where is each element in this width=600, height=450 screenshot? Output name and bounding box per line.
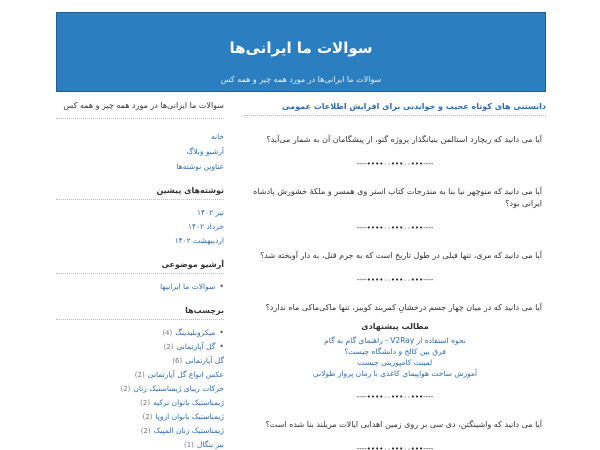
separator: ----••••٠٠•••٠٠•••---- [356,393,434,401]
recommended-link[interactable]: نحوه استفاده از V2Ray - راهنمای گام به گام [324,336,466,345]
blog-description: سوالات ما ایرانی‌ها در مورد همه چیز و همه کس [220,75,382,84]
sidebar-description: سوالات ما ایرانی‌ها در مورد همه چیز و همه کس [56,100,224,119]
sidebar-link-titles[interactable]: عناوین نوشته‌ها [176,162,224,171]
separator: ----••••٠٠•••٠٠•••---- [356,445,434,450]
tag-count: (2) [163,343,174,351]
tag-item [56,438,224,450]
post-paragraph: آیا می دانید که مری، تنها فیلی در طول تاریخ است که به جرم قتل، به دار آویخته شد؟ [260,251,542,260]
tag-count: (2) [140,427,151,435]
tag-count: (6) [172,357,183,365]
tag-item [56,396,224,410]
post-paragraph: آیا می دانید که منوچهر نیا بنا به مندرجات کتاب استر وی همسر و ملکهٔ خشورش پادشاه ایرانی بود؟ [253,187,542,208]
tags-title: برچسب‌ها [56,306,224,320]
post-paragraph: آیا می دانید که در میان چهار جسم درخشانِ کمربند کوییر، تنها ماکی‌ماکی ماه ندارد؟ [265,303,542,312]
tag-count: (2) [134,371,145,379]
tag-link[interactable]: گل آپارتمانی [176,342,216,351]
tag-link[interactable]: حرکات زیبای ژیمناستیک زنان [133,384,224,393]
tag-count: (2) [120,385,131,393]
tag-count: (2) [140,399,151,407]
tag-link[interactable]: گل آپارتمانی [185,356,224,365]
main-content [244,96,546,450]
recent-list [56,206,224,248]
tag-item [56,340,224,354]
blog-title[interactable]: سوالات ما ایرانی‌ها [229,39,373,57]
topic-archive-title: آرشیو موضوعی [56,260,224,274]
archive-month-link[interactable]: تیر ۱۴۰۲ [197,208,224,217]
recommended-title: مطالب پیشنهادی [361,322,429,331]
blog-header [56,12,546,92]
tag-link[interactable]: ژیمناستیک بانوان ترکیه [153,398,224,407]
tags-list [56,326,224,450]
post-paragraph: آیا می دانید که ریچارد استالمن بنیانگذار پروژه گنو، از پیشگامان آن به شمار می‌آید؟ [266,135,542,144]
tag-item [56,368,224,382]
recommended-link[interactable]: لمینت کامپوزیتی چیست [357,358,433,367]
recommended-links [244,335,546,379]
topic-list [56,280,224,294]
tag-link[interactable]: ژیمناستیک زنان المپیک [153,426,224,435]
archive-month-link[interactable]: اردیبهشت ۱۴۰۲ [174,236,224,245]
separator: ----••••٠٠•••٠٠•••---- [356,276,434,284]
tag-link[interactable]: ببر بنگال [196,440,224,449]
tag-count: (2) [142,413,153,421]
tag-item [56,354,224,368]
recent-title: نوشته‌های پیشین [56,186,224,200]
topic-item [56,280,224,294]
post-paragraph: آیا می دانید که واشینگتن، دی سی بر روی زمین اهدایی ایالات مریلند بنا شده است؟ [265,420,542,429]
tag-link[interactable]: ژیمناستیک بانوان اروپا [155,412,224,421]
tag-link[interactable]: عکس انواع گل آپارتمانی [147,370,224,379]
sidebar-link-archive[interactable]: آرشیو وبلاگ [186,147,224,156]
separator: ----••••٠٠•••٠٠•••---- [356,224,434,232]
tag-item [56,382,224,396]
tag-count: (4) [162,329,173,337]
separator: ----••••٠٠•••٠٠•••---- [356,160,434,168]
topic-link[interactable]: سوالات ما ایرانیها [160,282,216,291]
recommended-link[interactable]: فرق بین کالج و دانشگاه چیست؟ [344,347,446,356]
archive-month-link[interactable]: خرداد ۱۴۰۲ [187,222,224,231]
sidebar [56,100,224,450]
tag-item [56,326,224,340]
sidebar-link-home[interactable]: خانه [210,132,224,141]
post-title[interactable]: دانستنی های کوتاه عجیب و خواندنی برای افزایش اطلاعات عمومی [244,102,546,116]
tag-link[interactable]: میکروبلیدینگ [175,328,216,337]
sidebar-nav [56,129,224,174]
tag-count: (1) [183,441,194,449]
tag-item [56,424,224,438]
tag-item [56,410,224,424]
recommended-link[interactable]: آموزش ساخت هواپیمای کاغذی با زمان پرواز طولانی [312,369,478,378]
